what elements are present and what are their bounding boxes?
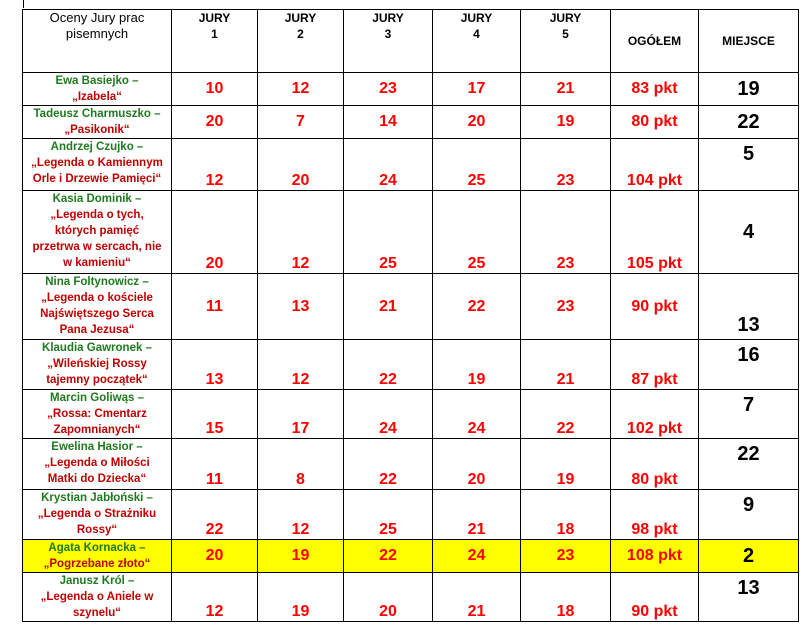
entry-title-line: przetrwa w sercach, nie (32, 241, 162, 253)
entry-cell (23, 139, 172, 191)
jury-1-score: 12 (172, 573, 258, 622)
jury-5-score: 21 (521, 340, 611, 390)
jury-3-score: 14 (344, 106, 433, 139)
jury-2-score: 19 (258, 573, 344, 622)
header-jury-1 (172, 10, 258, 73)
header-jury-label: JURY (460, 11, 493, 25)
place-value: 16 (699, 340, 799, 390)
header-jury-label: JURY (198, 11, 231, 25)
header-jury-2 (258, 10, 344, 73)
jury-4-score: 20 (433, 106, 521, 139)
header-jury-5 (521, 10, 611, 73)
entry-cell (23, 191, 172, 274)
header-place: MIEJSCE (699, 10, 799, 73)
entry-title-line: w kamieniu“ (63, 257, 131, 269)
entry-title-line: szynelu“ (73, 607, 121, 619)
total-score: 90 pkt (611, 274, 699, 340)
jury-3-score: 24 (344, 139, 433, 191)
jury-4-score: 24 (433, 540, 521, 573)
header-jury-number: 1 (211, 27, 218, 41)
jury-3-score: 21 (344, 274, 433, 340)
entry-author: Klaudia Gawronek – (42, 342, 152, 354)
jury-5-score: 23 (521, 139, 611, 191)
jury-3-score: 20 (344, 573, 433, 622)
total-score: 102 pkt (611, 390, 699, 439)
entry-title-line: „Legenda o Strażniku (37, 508, 157, 520)
header-jury-4 (433, 10, 521, 73)
jury-3-score: 22 (344, 340, 433, 390)
total-score: 105 pkt (611, 191, 699, 274)
jury-1-score: 12 (172, 139, 258, 191)
total-score: 98 pkt (611, 490, 699, 540)
jury-1-score: 20 (172, 106, 258, 139)
entry-title-line: „Wileńskiej Rossy (47, 358, 147, 370)
jury-2-score: 12 (258, 490, 344, 540)
jury-4-score: 17 (433, 73, 521, 106)
total-score: 104 pkt (611, 139, 699, 191)
jury-3-score: 24 (344, 390, 433, 439)
jury-4-score: 21 (433, 490, 521, 540)
jury-2-score: 7 (258, 106, 344, 139)
entry-author: Tadeusz Charmuszko – (33, 108, 161, 120)
entry-title-line: „Rossa: Cmentarz (47, 408, 147, 420)
entry-title-line: „Izabela“ (72, 91, 122, 103)
entry-title-line: „Legenda o Kamiennym (31, 157, 163, 169)
jury-2-score: 12 (258, 191, 344, 274)
jury-4-score: 25 (433, 191, 521, 274)
entry-title-line: „Legenda o Aniele w (40, 591, 154, 603)
cursor-mark (23, 0, 24, 8)
table-row (23, 106, 799, 139)
header-works-line2: pisemnych (65, 26, 129, 41)
entry-author: Marcin Goliwąs – (50, 392, 144, 404)
jury-1-score: 22 (172, 490, 258, 540)
table-row (23, 390, 799, 439)
place-value: 5 (699, 139, 799, 191)
entry-author: Ewelina Hasior – (51, 441, 143, 453)
place-value: 13 (699, 274, 799, 340)
entry-author: Janusz Król – (59, 575, 135, 587)
entry-cell (23, 439, 172, 490)
jury-1-score: 15 (172, 390, 258, 439)
header-works-line1: Oceny Jury prac (49, 10, 145, 25)
header-jury-label: JURY (284, 11, 317, 25)
jury-4-score: 21 (433, 573, 521, 622)
table-row (23, 340, 799, 390)
entry-title-line: Najświętszego Serca (40, 308, 154, 320)
jury-4-score: 20 (433, 439, 521, 490)
header-jury-number: 3 (384, 27, 392, 41)
entry-cell (23, 340, 172, 390)
place-value: 2 (699, 540, 799, 573)
entry-cell (23, 573, 172, 622)
entry-cell (23, 106, 172, 139)
jury-2-score: 20 (258, 139, 344, 191)
table-row (23, 139, 799, 191)
jury-2-score: 17 (258, 390, 344, 439)
header-jury-label: JURY (549, 11, 582, 25)
header-row (23, 10, 799, 73)
entry-title-line: „Pogrzebane złoto“ (43, 558, 151, 570)
jury-scores-table (22, 9, 799, 622)
table-row (23, 73, 799, 106)
jury-1-score: 11 (172, 274, 258, 340)
entry-title-line: „Legenda o Miłości (44, 457, 150, 469)
header-jury-number: 4 (473, 27, 480, 41)
jury-2-score: 12 (258, 340, 344, 390)
jury-1-score: 11 (172, 439, 258, 490)
entry-title-line: Matki do Dziecka“ (47, 473, 147, 485)
jury-3-score: 22 (344, 439, 433, 490)
jury-4-score: 19 (433, 340, 521, 390)
jury-2-score: 13 (258, 274, 344, 340)
total-score: 87 pkt (611, 340, 699, 390)
total-score: 83 pkt (611, 73, 699, 106)
table-row (23, 439, 799, 490)
jury-3-score: 22 (344, 540, 433, 573)
jury-5-score: 18 (521, 573, 611, 622)
header-jury-number: 5 (562, 27, 569, 41)
jury-5-score: 23 (521, 274, 611, 340)
place-value: 19 (699, 73, 799, 106)
entry-title-line: których pamięć (54, 225, 140, 237)
jury-1-score: 20 (172, 540, 258, 573)
table-row (23, 573, 799, 622)
jury-5-score: 21 (521, 73, 611, 106)
place-value: 4 (699, 191, 799, 274)
entry-title-line: Rossy“ (76, 524, 118, 536)
jury-5-score: 19 (521, 439, 611, 490)
jury-2-score: 19 (258, 540, 344, 573)
jury-1-score: 10 (172, 73, 258, 106)
header-jury-number: 2 (297, 27, 304, 41)
jury-4-score: 24 (433, 390, 521, 439)
total-score: 80 pkt (611, 439, 699, 490)
jury-5-score: 22 (521, 390, 611, 439)
place-value: 22 (699, 106, 799, 139)
header-total: OGÓŁEM (611, 10, 699, 73)
entry-cell (23, 390, 172, 439)
place-value: 13 (699, 573, 799, 622)
table-row (23, 191, 799, 274)
table-row (23, 274, 799, 340)
jury-5-score: 23 (521, 191, 611, 274)
table-row (23, 490, 799, 540)
total-score: 80 pkt (611, 106, 699, 139)
jury-3-score: 25 (344, 490, 433, 540)
entry-cell (23, 274, 172, 340)
entry-title-line: „Pasikonik“ (64, 124, 130, 136)
jury-5-score: 19 (521, 106, 611, 139)
entry-author: Ewa Basiejko – (55, 75, 139, 87)
entry-title-line: Pana Jezusa“ (59, 324, 135, 336)
entry-cell (23, 490, 172, 540)
jury-1-score: 20 (172, 191, 258, 274)
place-value: 9 (699, 490, 799, 540)
jury-5-score: 23 (521, 540, 611, 573)
entry-author: Agata Kornacka – (48, 542, 146, 554)
entry-title-line: „Legenda o kościele (41, 292, 153, 304)
jury-4-score: 22 (433, 274, 521, 340)
jury-1-score: 13 (172, 340, 258, 390)
entry-cell (23, 540, 172, 573)
jury-2-score: 8 (258, 439, 344, 490)
total-score: 90 pkt (611, 573, 699, 622)
entry-author: Nina Foltynowicz – (45, 276, 149, 288)
place-value: 22 (699, 439, 799, 490)
entry-title-line: tajemny początek“ (46, 374, 148, 386)
total-score: 108 pkt (611, 540, 699, 573)
entry-title-line: „Legenda o tych, (50, 209, 144, 221)
place-value: 7 (699, 390, 799, 439)
entry-cell (23, 73, 172, 106)
jury-3-score: 25 (344, 191, 433, 274)
table-row (23, 540, 799, 573)
entry-author: Krystian Jabłoński – (41, 492, 153, 504)
jury-2-score: 12 (258, 73, 344, 106)
entry-title-line: Zapomnianych“ (53, 424, 141, 436)
entry-author: Andrzej Czujko – (50, 141, 144, 153)
header-jury-label: JURY (372, 11, 404, 25)
entry-author: Kasia Dominik – (52, 193, 142, 205)
header-jury-3 (344, 10, 433, 73)
entry-title-line: Orle i Drzewie Pamięci“ (32, 173, 162, 185)
jury-4-score: 25 (433, 139, 521, 191)
jury-5-score: 18 (521, 490, 611, 540)
header-works (23, 10, 172, 73)
jury-3-score: 23 (344, 73, 433, 106)
